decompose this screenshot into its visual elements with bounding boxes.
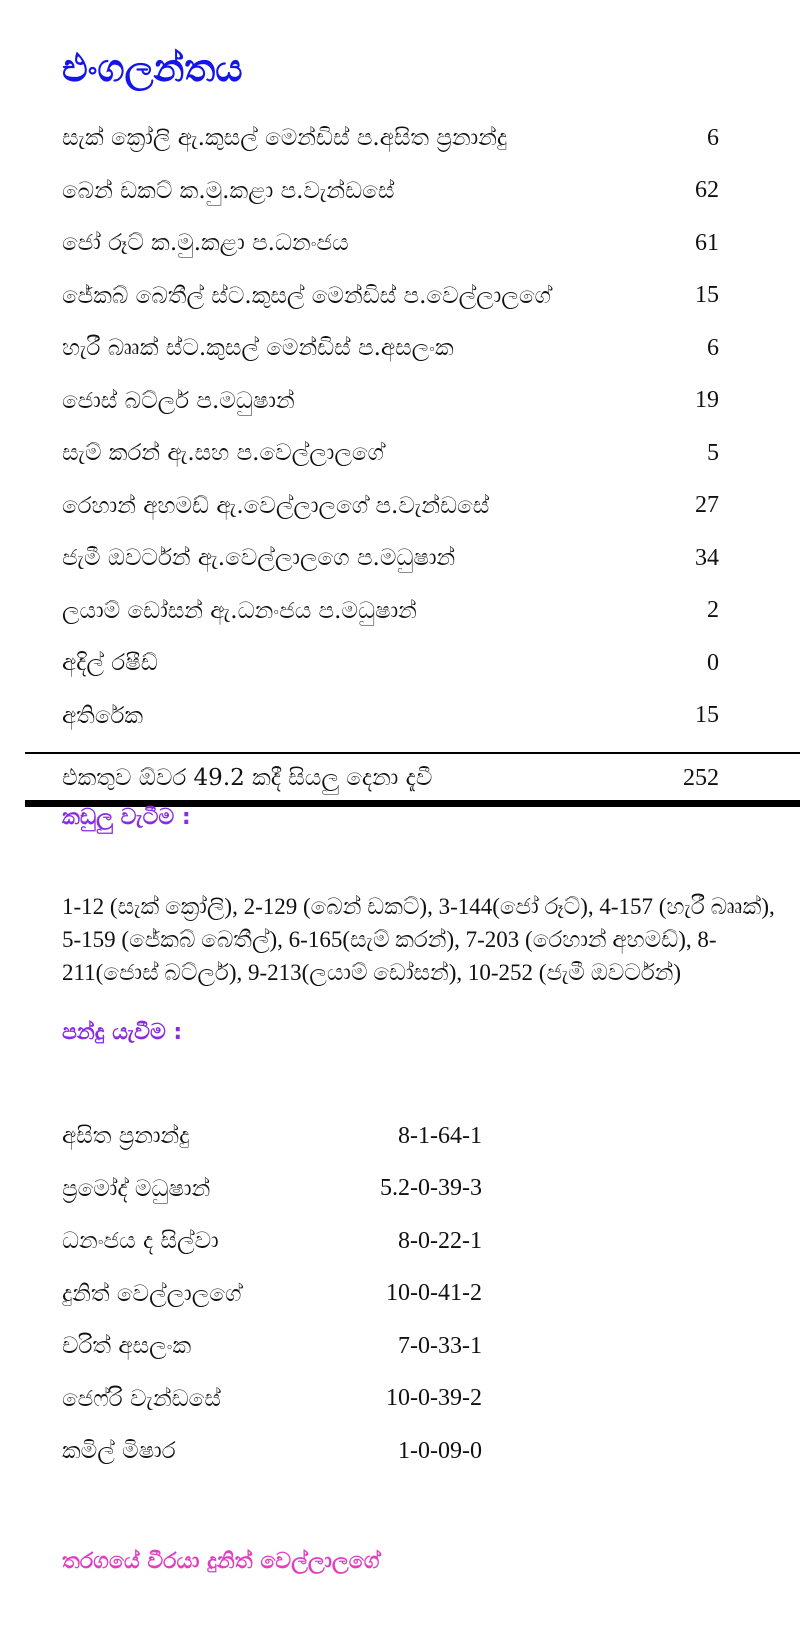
batting-row — [62, 270, 762, 323]
bowler-figures: 7-0-33-1 — [398, 1332, 482, 1359]
fall-of-wickets-text: 1-12 (සැක් ක්‍රෝලි), 2-129 (බෙන් ඩකට්), 3-144(ජෝ රූට්), 4-157 (හැරී බෲක්), 5-159 (ජේකබ් බෙතීල්), 6-165(සැම් කරන්), 7-203 (රෙහාන් අහමඩ්), 8-211(ජොස් බට්ලර්), 9-213(ලයාම් ඩෝසන්), 10-252 (ජැමී ඔවර්ටන්) — [62, 894, 775, 985]
fall-of-wickets-heading: කඩුලු වැටීම : — [62, 805, 191, 830]
batsman-runs: 6 — [707, 334, 719, 361]
batting-row — [62, 427, 762, 480]
bowler-name: ප්‍රමෝද් මධුෂාන් — [62, 1175, 211, 1202]
bowler-figures: 8-0-22-1 — [398, 1227, 482, 1254]
batsman-dismissal: ජෝ රූට් ක.මු.කළා ප.ධනංජය — [62, 230, 349, 257]
bowler-name: කමිල් මිෂාර — [62, 1438, 176, 1465]
batsman-dismissal: ජොස් බට්ලර් ප.මධුෂාන් — [62, 387, 295, 414]
batting-list — [62, 112, 762, 742]
batsman-dismissal: සැක් ක්‍රෝලි ඇ.කුසල් මෙන්ඩිස් ප.අසිත ප්‍රනාන්දු — [62, 125, 508, 152]
bowler-figures: 8-1-64-1 — [398, 1122, 482, 1149]
extras-runs: 15 — [695, 702, 719, 729]
batsman-dismissal: සැම් කරන් ඇ.සහ ප.වෙල්ලාලගේ — [62, 440, 384, 467]
bowler-figures: 1-0-09-0 — [398, 1437, 482, 1464]
batsman-runs: 19 — [695, 387, 719, 414]
extras-label: අතිරේක — [62, 702, 144, 729]
batting-row — [62, 480, 762, 533]
bowling-row — [62, 1320, 482, 1373]
batsman-runs: 0 — [707, 649, 719, 676]
batting-row — [62, 375, 762, 428]
batsman-dismissal: අදිල් රෂීඩ් — [62, 650, 158, 677]
batting-row — [62, 585, 762, 638]
bowler-name: දුනිත් වෙල්ලාලගේ — [62, 1280, 242, 1307]
total-row — [62, 753, 762, 803]
batsman-runs: 6 — [707, 124, 719, 151]
bowler-name: චරිත් අසලංක — [62, 1333, 192, 1360]
bowling-heading: පන්දු යැවීම : — [62, 1020, 183, 1045]
total-value: 252 — [683, 764, 719, 791]
team-title: එංගලන්තය — [62, 46, 243, 90]
batsman-runs: 61 — [695, 229, 719, 256]
bowler-figures: 10-0-41-2 — [386, 1280, 482, 1307]
bowling-row — [62, 1425, 482, 1478]
bowler-figures: 10-0-39-2 — [386, 1385, 482, 1412]
batsman-runs: 15 — [695, 282, 719, 309]
extras-row — [62, 690, 762, 743]
bowler-name: ජෙෆ්රි වැන්ඩසේ — [62, 1385, 221, 1412]
batsman-dismissal: ජැමී ඔවර්ටන් ඇ.වෙල්ලාලගෙ ප.මධුෂාන් — [62, 545, 456, 572]
batting-row — [62, 165, 762, 218]
batsman-runs: 34 — [695, 544, 719, 571]
bowler-figures: 5.2-0-39-3 — [380, 1175, 482, 1202]
bowler-name: අසිත ප්‍රනාන්දු — [62, 1123, 190, 1150]
batsman-runs: 5 — [707, 439, 719, 466]
batsman-runs: 2 — [707, 597, 719, 624]
batsman-dismissal: ලයාම් ඩෝසන් ඇ.ධනංජය ප.මධුෂාන් — [62, 597, 417, 624]
batting-row — [62, 532, 762, 585]
man-of-the-match: තරගයේ වීරයා දුනිත් වෙල්ලාලගේ — [62, 1549, 380, 1574]
batsman-dismissal: හැරී බෲක් ස්ට.කුසල් මෙන්ඩිස් ප.අසලංක — [62, 335, 454, 362]
bowling-list — [62, 1110, 482, 1478]
batsman-dismissal: බෙන් ඩකට් ක.මු.කළා ප.වැන්ඩසේ — [62, 177, 395, 204]
bowler-name: ධනංජය ද සිල්වා — [62, 1228, 219, 1255]
batsman-dismissal: ජේකබ් බෙතීල් ස්ට.කුසල් මෙන්ඩිස් ප.වෙල්ලාලගේ — [62, 282, 551, 309]
batting-row — [62, 112, 762, 165]
bowling-row — [62, 1110, 482, 1163]
batting-row — [62, 637, 762, 690]
batsman-runs: 27 — [695, 492, 719, 519]
bowling-row — [62, 1373, 482, 1426]
batsman-runs: 62 — [695, 177, 719, 204]
bowling-row — [62, 1163, 482, 1216]
bowling-row — [62, 1268, 482, 1321]
batsman-dismissal: රෙහාන් අහමඩ් ඇ.වෙල්ලාලගේ ප.වැන්ඩසේ — [62, 492, 490, 519]
batting-row — [62, 217, 762, 270]
batting-row — [62, 322, 762, 375]
total-label: එකතුව ඕවර 49.2 කදී සියලු දෙනා දැවී — [62, 765, 433, 791]
bowling-row — [62, 1215, 482, 1268]
